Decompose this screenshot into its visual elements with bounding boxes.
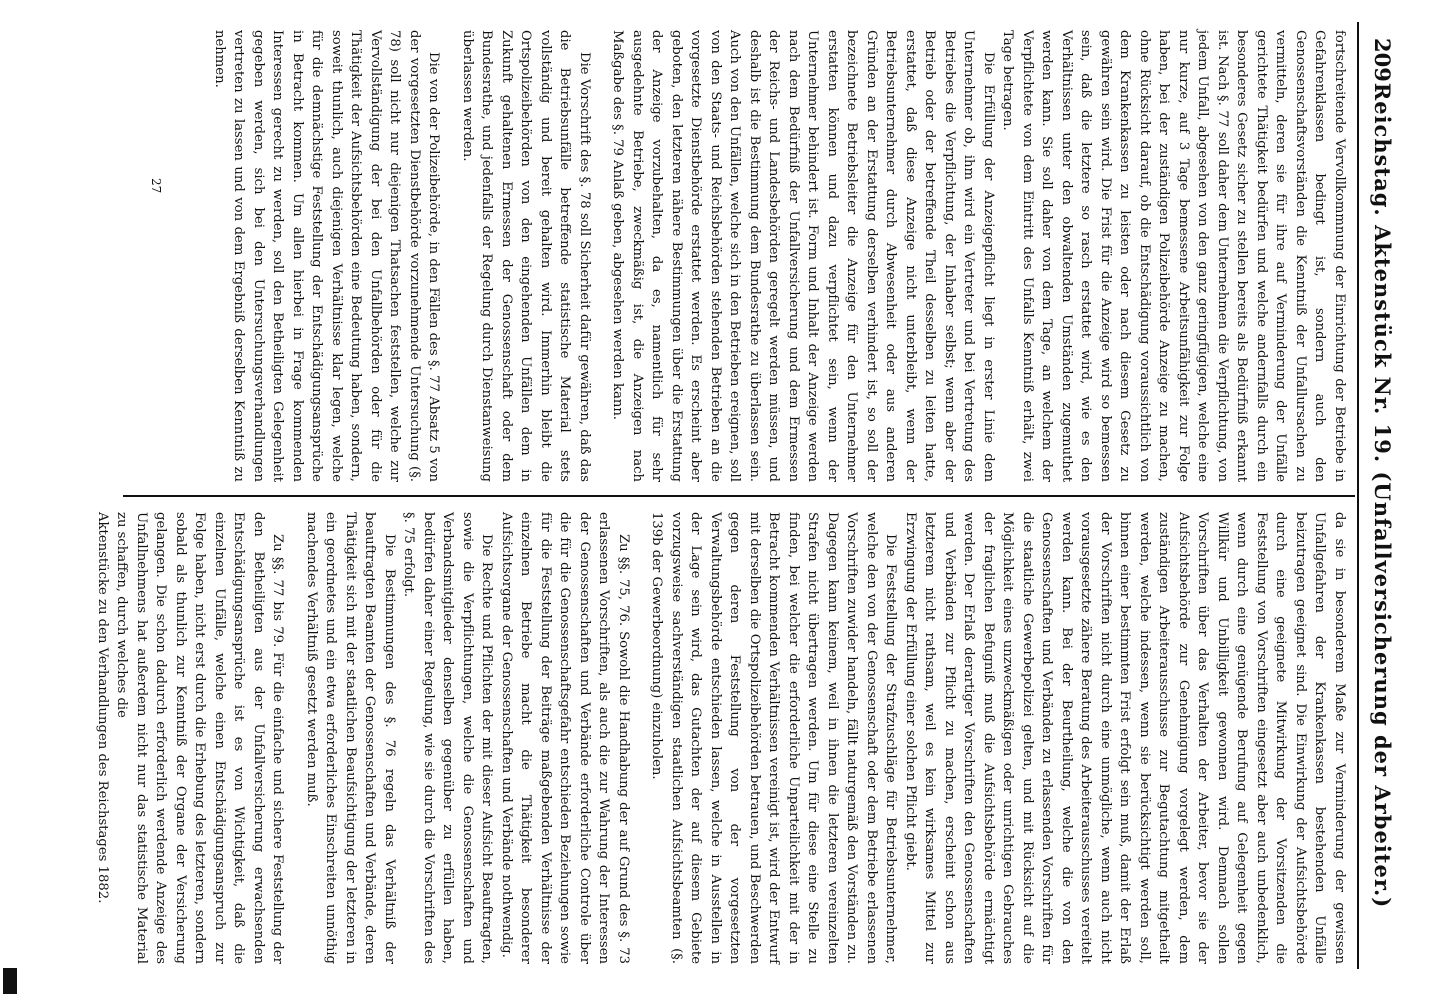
paragraph: Die Bestimmungen des §. 76 regeln das Verhältniß der beauftragten Beamten der Genossenschaften und Verbände, deren Thätigkeit sich mit der staatlichen Beaufsichtigung der letzteren in ein geordnetes und ein etwa erforderliches Einschreiten unnöthig machendes Verhältniß gesetzt werden muß. <box>304 512 397 964</box>
page-number: 209 <box>1370 38 1395 82</box>
column-left <box>210 30 1350 482</box>
funding-text <box>2 5 22 965</box>
page-title: Reichstag. Aktenstück Nr. 19. (Unfallversicherung der Arbeiter.) <box>1370 82 1395 909</box>
paragraph: Zu §§. 77 bis 79. Für die einfache und sichere Feststellung der den Betheiligten aus der Unfallversicherung erwachsenden Entschädigungsansprüche ist es von Wichtigkeit, daß die einzelnen Unfälle, welche einen Entschädigungsanspruch zur Folge haben, nicht erst durch die Erhebung des letzteren, sondern sobald als thunlich zur Kenntniß der Organe der Versicherung gelangen. Die schon dadurch erforderlich werdende Anzeige des Unfallnehmens hat außerdem nicht nur das statistische Material zu schaffen, durch welches die <box>114 512 286 964</box>
page-header <box>1361 28 1395 963</box>
header-rule <box>1357 22 1359 969</box>
paragraph: Die Vorschrift des §. 78 soll Sicherheit dafür gewähren, daß das die Betriebsunfälle betreffende statistische Material stets vollständig und bereit gehalten wird. Immerhin bleibt die Ortspolizeibehörden von den eingehenden Unfällen dem in Zukunft gehaltenen Ermessen der Genossenschaft oder dem Bundesrathe, und jedenfalls der Regelung durch Dienstanweisung überlassen werden. <box>460 30 592 482</box>
paragraph: fortschreitende Vervollkommnung der Einrichtung der Betriebe in Gefahrenklassen bedingt ist, sondern auch den Genossenschaftsvorständen die Kenntniß der Unfallursachen zu vermitteln, deren sie für ihre auf Verminderung der Unfälle gerichtete Thätigkeit bedürfen und welche andernfalls durch ein besonderes Gesetz sicher zu stellen bereits als Bedürfniß erkannt ist. Nach §. 77 soll daher dem Unternehmen die Verpflichtung, von jedem Unfall, abgesehen von den ganz geringfügigen, welche eine nur kurze, auf 3 Tage bemessene Arbeitsunfähigkeit zur Folge haben, bei der zuständigen Polizeibehörde Anzeige zu machen, ohne Rücksicht darauf, ob die Entschädigung voraussichtlich von dem Krankenkassen zu leisten oder nach diesem Gesetz zu gewähren sein wird. Die Frist für die Anzeige wird so bemessen sein, daß die letztere so rasch erstattet wird, wie es den Verhältnissen unter den obwaltenden Umständen zugemuthet werden kann. Sie soll daher von dem Tage, an welchem der Verpflichtete von dem Eintritt des Unfalls Kenntniß erhält, zwei Tage betragen. <box>1000 30 1347 482</box>
paragraph: Die Rechte und Pflichten der mit dieser Aufsicht Beauftragten, sowie die Verpflichtungen, welche die Genossenschaften und Verbandsmitglieder denselben gegenüber zu erfüllen haben, bedürfen daher einer Regelung, wie sie durch die Vorschriften des §. 75 erfolgt. <box>401 512 495 964</box>
paragraph: Die von der Polizeibehörde, in den Fällen des §. 77 Absatz 5 von der vorgesetzten Dienstbehörde vorzunehmende Untersuchung (§. 78) soll nicht nur diejenigen Thatsachen feststellen, welche zur Vervollständigung der bei den Unfallbehörden oder für die Thätigkeit der Aufsichtsbehörden eine Bedeutung haben, sondern, soweit thunlich, auch diejenigen Verhältnisse klar legen, welche für die demnächstige Feststellung der Entschädigungsansprüche in Betracht kommen. Um allen hierbei in Frage kommenden Interessen gerecht zu werden, soll den Betheiligten Gelegenheit gegeben werden, sich bei den Untersuchungsverhandlungen vertreten zu lassen und von dem Ergebniß derselben Kenntniß zu nehmen. <box>212 30 442 482</box>
column-rule <box>123 495 1355 497</box>
end-note: Aktenstücke zu den Verhandlungen des Reichstages 1882. <box>95 512 110 904</box>
paragraph: Die Feststellung der Strafzuschläge für Betriebsunternehmer, welche den von der Genossenschaft oder dem Betriebe erlassenen Vorschriften zuwider handeln, fällt naturgemäß den Vorständen zu. Dagegen kann keinem, weil in ihnen die letzteren vereinzelten Strafen nicht übertragen werden. Um für diese eine Stelle zu finden, bei welcher die erforderliche Unparteilichkeit mit der in Betracht kommenden Verhältnissen vereinigt ist, wird der Entwurf mit derselben die Ortspolizeibehörden betrauen, und Beschwerden gegen deren Feststellung von der vorgesetzten Verwaltungsbehörde entschieden lassen, welche in Ausstellen in der Lage sein wird, das Gutachten der auf diesem Gebiete vorzugsweise sachverständigen staatlichen Aufsichtsbeamten (§. 139b der Gewerbeordnung) einzuholen. <box>649 512 899 964</box>
scanned-page <box>95 8 1403 983</box>
digitization-note <box>0 0 20 1000</box>
dfg-logo <box>3 968 17 994</box>
paragraph: Zu §§. 75, 76. Sowohl die Handhabung der auf Grund des §. 73 erlassenen Vorschriften, als auch die zur Wahrung der Interessen der Genossenschaften und Verbände erforderliche Controle über die für die Genossenschaftsgefahr entschieden Beziehungen sowie für die Feststellung der Beiträge maßgebenden Verhältnisse der einzelnen Betriebe macht die Thätigkeit besonderer Aufsichtsorgane der Genossenschaften und Verbände nothwendig. <box>499 512 631 964</box>
paragraph: Die Erfüllung der Anzeigepflicht liegt in erster Linie dem Unternehmer ob, ihm wird ein Vertreter und bei Vertretung des Betriebes die Verpflichtung, der Inhaber selbst; wenn aber der Betrieb oder der betreffende Theil desselben zu leiten hatte, erstattet, daß diese Anzeige nicht unterbleibt, wenn der Betriebsunternehmer durch Abwesenheit oder aus anderen Gründen an der Erstattung derselben verhindert ist, so soll der bezeichnete Betriebsleiter die Anzeige für den Unternehmer erstatten können und dazu verpflichtet sein, wenn der Unternehmer behindert ist. Form und Inhalt der Anzeige werden nach dem Bedürfniß der Unfallversicherung und dem Ermessen der Reichs- und Landesbehörden geregelt werden müssen, und deshalb ist die Bestimmung dem Bundesrathe zu überlassen sein. Auch von den Unfällen, welche sich in den Betrieben ereignen, soll von den Staats- und Reichsbehörden stehenden Betrieben an die vorgesetzte Dienstbehörde erstattet werden. Es erscheint aber geboten, den letzteren nähere Bestimmungen über die Erstattung der Anzeige vorzubehalten, da es, namentlich für sehr ausgedehnte Betriebe, zweckmäßig ist, die Anzeigen nach Maßgabe des §. 79 Anlaß geben, abgesehen werden kann. <box>610 30 996 482</box>
column-right <box>93 512 1350 964</box>
paragraph: da sie in besonderem Maße zur Verminderung der gewissen Unfallgefahren der Krankenkassen bestehenden Unfälle beizutragen geeignet sind. Die Einwirkung der Aufsichtsbehörde durch eine geeignete Mitwirkung der Vorsitzenden die Feststellung von Vorschriften eingesetzt aber auch unbedenklich, wenn durch eine genügende Berufung auf Gelegenheit gegen Willkür und Unbilligkeit gewonnen wird. Demnach sollen Vorschriften über das Verhalten der Arbeiter, bevor sie der Aufsichtsbehörde zur Genehmigung vorgelegt werden, dem zuständigen Arbeiterausschusse zur Begutachtung mitgetheilt werden, welche indessen, wenn sie berücksichtigt werden soll, binnen einer bestimmten Frist erfolgt sein muß, damit der Erlaß der Vorschriften nicht durch eine unmögliche, wenn auch nicht vorausgesetzte zähere Beratung des Arbeiterausschusses vereitelt werden kann. Bei der Beurtheilung, welche die von den Genossenschaften und Verbänden zu erlassenden Vorschriften für die staatliche Gewerbepolizei gelten, und mit Rücksicht auf die Möglichkeit eines unzweckmäßigen oder unrichtigen Gebrauches der fraglichen Befugniß muß die Aufsichtsbehörde ermächtigt werden. Der Erlaß derartiger Vorschriften den Genossenschaften und Verbänden zur Pflicht zu machen, erscheint schon aus letzterem nicht rathsam, weil es kein wirksames Mittel zur Erzwingung der Erfüllung einer solchen Pflicht giebt. <box>903 512 1347 964</box>
folio: 27 <box>149 178 163 194</box>
